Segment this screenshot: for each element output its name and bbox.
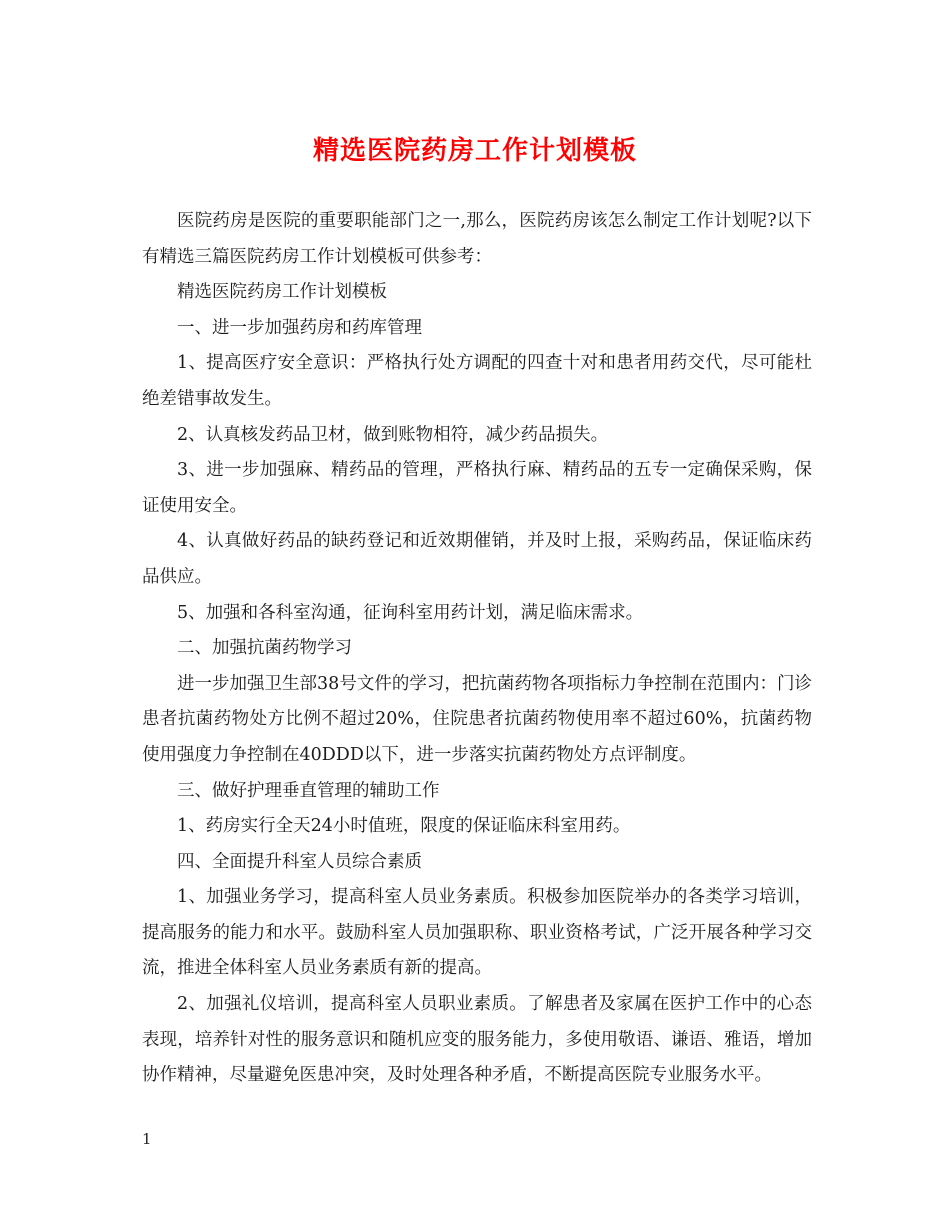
paragraph-item: 5、加强和各科室沟通，征询科室用药计划，满足临床需求。	[177, 602, 644, 623]
document-title: 精选医院药房工作计划模板	[312, 136, 637, 166]
paragraph-intro: 医院药房是医院的重要职能部门之一,那么，医院药房该怎么制定工作计划呢?以下有精选三篇医院药房工作计划模板可供参考：	[142, 211, 812, 267]
paragraph-item: 1、提高医疗安全意识：严格执行处方调配的四查十对和患者用药交代，尽可能杜绝差错事故发生。	[142, 353, 812, 409]
paragraph-item: 3、进一步加强麻、精药品的管理，严格执行麻、精药品的五专一定确保采购，保证使用安全。	[142, 460, 812, 516]
document-body	[142, 204, 812, 1094]
section-heading-1: 一、进一步加强药房和药库管理	[177, 317, 422, 338]
paragraph-item: 1、加强业务学习，提高科室人员业务素质。积极参加医院举办的各类学习培训，提高服务的能力和水平。鼓励科室人员加强职称、职业资格考试，广泛开展各种学习交流，推进全体科室人员业务素质有新的提高。	[142, 887, 812, 979]
section-heading-4: 四、全面提升科室人员综合素质	[177, 851, 422, 872]
paragraph-subtitle: 精选医院药房工作计划模板	[177, 282, 387, 303]
paragraph-item: 1、药房实行全天24小时值班，限度的保证临床科室用药。	[177, 816, 631, 837]
paragraph-item: 进一步加强卫生部38号文件的学习，把抗菌药物各项指标力争控制在范围内：门诊患者抗菌药物处方比例不超过20%，住院患者抗菌药物使用率不超过60%，抗菌药物使用强度力争控制在40DDD以下，进一步落实抗菌药物处方点评制度。	[142, 673, 812, 765]
section-heading-2: 二、加强抗菌药物学习	[177, 638, 352, 659]
paragraph-item: 2、加强礼仪培训，提高科室人员职业素质。了解患者及家属在医护工作中的心态表现，培养针对性的服务意识和随机应变的服务能力，多使用敬语、谦语、雅语，增加协作精神，尽量避免医患冲突，及时处理各种矛盾，不断提高医院专业服务水平。	[142, 994, 812, 1086]
paragraph-item: 4、认真做好药品的缺药登记和近效期催销，并及时上报，采购药品，保证临床药品供应。	[142, 531, 812, 587]
section-heading-3: 三、做好护理垂直管理的辅助工作	[177, 780, 440, 801]
page-number: 1	[142, 1130, 152, 1148]
paragraph-item: 2、认真核发药品卫材，做到账物相符，减少药品损失。	[177, 424, 609, 445]
